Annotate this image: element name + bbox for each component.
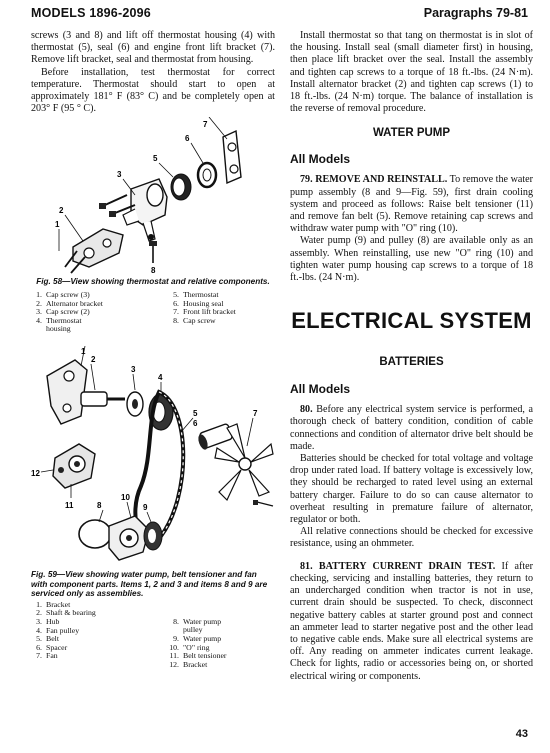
heading-all-models-2: All Models [290,382,351,397]
left-column [31,30,275,669]
figure-59-illustration [31,346,275,568]
heading-all-models-1: All Models [290,152,351,167]
paragraph-79-lead: 79. REMOVE AND REINSTALL. [300,174,448,186]
heading-water-pump: WATER PUMP [372,127,451,140]
paragraph-79b: Water pump (9) and pulley (8) are available only as an assembly. When reinstalling, use new "O" ring (10) and tighten water pump housing cap screws to a torque of 18 ft.-lbs. (24 N·m). [290,235,533,284]
fig59-label-3: 3 [131,364,136,374]
fig59-label-7: 7 [253,408,258,418]
paragraph-80-lead: 80. [300,404,313,416]
right-column [290,30,533,683]
paragraph-thermostat-test: Before installation, test thermostat for correct temperature. Thermostat should start to open at approximately 181° F (83° C) and be completely open at 203° F (95 ° C). [31,66,275,115]
cap-screw-8-drawing [149,241,157,263]
paragraph-79-text: To remove the water pump assembly (8 and 9—Fig. 59), first drain cooling system and proceed as follows: Raise belt tensioner (11) and remove fan belt (5). Remove retaining cap screws and withdraw water pump with "O" ring (10). [290,174,533,235]
paragraph-thermostat-install: Install thermostat so that tang on thermostat is in slot of the housing. Install seal (small diameter first) in housing, then place lift bracket over the seal. Install the assembly and tighten cap screws to a torque of 18 ft.-lbs. (24 N·m). Install alternator bracket (2) and tighten cap screws (1) to 18 ft.-lbs. (24 N·m) torque. The balance of installation is the reverse of removal procedure. [290,30,533,115]
fig58-label-3: 3 [117,170,122,180]
fig58-label-5: 5 [153,154,158,164]
fig59-label-12: 12 [31,468,40,478]
section-title-electrical-system: ELECTRICAL SYSTEM [291,308,532,334]
paragraph-81-text: If after checking, servicing and installing batteries, they return to an undercharged condition when tractor is not in use, current drain should be suspected. To check, disconnect negative battery cables at starter ground post and connect an ammeter lead to starter negative post and the other lead to negative cable ends. Make sure all electrical systems are off. Any reading on ammeter indicates current leakage. Check for lights, radio or accessories being on, or shorted electrical wiring or components. [290,560,534,682]
fig59-label-8: 8 [97,500,102,510]
fig59-label-6: 6 [193,418,198,428]
paragraph-80b: Batteries should be checked for total voltage and voltage drop under rated load. If battery voltage is excessively low, they should be recharged to rated level using an external battery charger. Failure to do so can cause alternator to overheat resulting in premature failure of alternator, regulator or both. [290,453,533,526]
figure-58-legend: 1. Cap screw (3) 2. Alternator bracket 3. Cap screw (2) 4. Thermostat housing 5. Thermostat 6. Housing seal 7. Front lift bracket 8. Cap screw [36,290,236,334]
housing-seal-drawing [191,143,216,187]
figure-59-legend: 1. Bracket 2. Shaft & bearing 3. Hub 4. Fan pulley 5. Belt 6. Spacer 7. Fan 8. Water pump pulley 9. Water pump 10. "O" ring 11. Belt tensioner 12. Bracket [36,599,227,669]
paragraph-80c: All relative connections should be checked for excessive resistance, using an ohmmeter. [290,526,533,550]
bracket-1-drawing [47,346,87,424]
figure-59-caption: Fig. 59—View showing water pump, belt tensioner and fan with component parts. Items 1, 2 and 3 and items 8 and 9 are serviced only as assemblies. [31,569,268,599]
paragraph-80-text: Before any electrical system service is performed, a thorough check of battery condition, condition of cable connections and condition of alternator drive belt should be made. [290,404,533,452]
paragraph-81-lead: 81. BATTERY CURRENT DRAIN TEST. [300,560,496,572]
running-header-models: MODELS 1896-2096 [31,6,151,20]
hub-drawing [127,374,143,416]
figure-58-illustration [31,117,275,277]
fig59-label-4: 4 [158,372,163,382]
fig58-label-6: 6 [185,134,190,144]
paragraph-81 [290,561,533,683]
page-number: 43 [515,728,528,740]
fig59-label-2: 2 [91,354,96,364]
running-header-paragraphs: Paragraphs 79-81 [423,6,528,20]
alternator-bracket-drawing [65,215,123,267]
belt-tensioner-drawing [41,444,95,498]
fig59-label-10: 10 [121,492,130,502]
water-pump-drawing [79,502,162,560]
fig59-label-9: 9 [143,502,148,512]
figure-58-caption: Fig. 58—View showing thermostat and relative components. [36,277,270,287]
paragraph-thermostat-removal: screws (3 and 8) and lift off thermostat housing (4) with thermostat (5), seal (6) and engine front lift bracket (7). Remove lift bracket, seal and thermostat from housing. [31,30,275,66]
fig58-label-8: 8 [151,266,156,276]
paragraph-79 [290,174,533,235]
fig58-label-7: 7 [203,120,208,130]
fig59-label-5: 5 [193,408,198,418]
heading-batteries: BATTERIES [379,356,444,369]
fig58-label-2: 2 [59,206,64,216]
fig58-label-1: 1 [55,220,60,230]
fig59-label-11: 11 [65,500,74,510]
fig59-label-1: 1 [81,346,86,356]
paragraph-80 [290,404,533,453]
